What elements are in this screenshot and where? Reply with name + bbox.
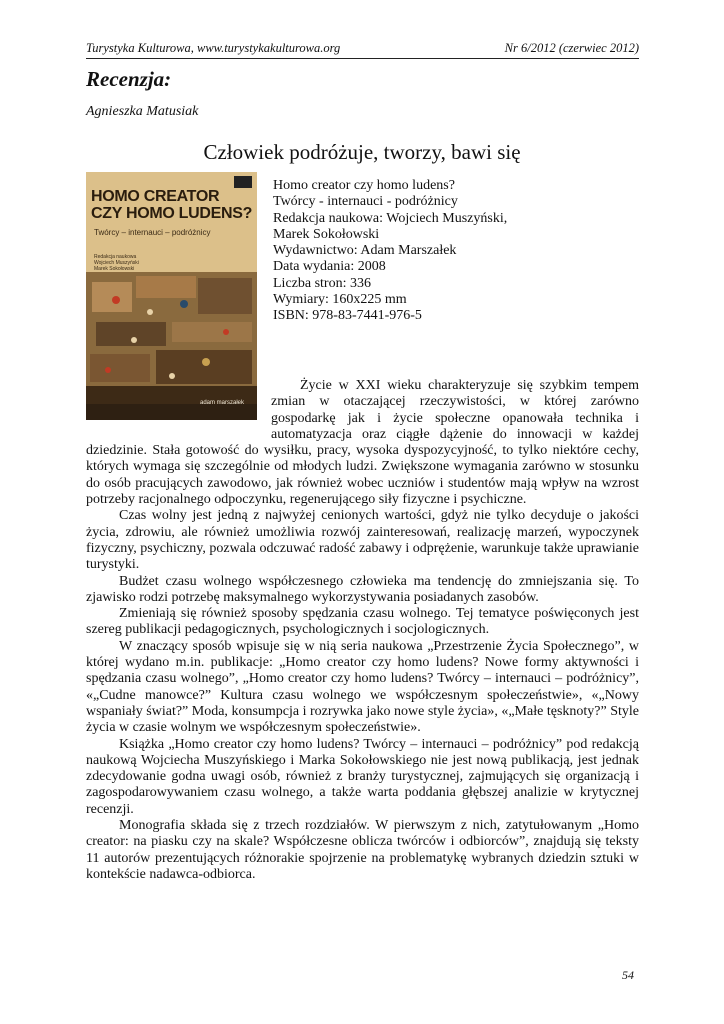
cover-editors: Redakcja naukowa Wojciech Muszyński Marek Sokołowski — [94, 254, 139, 272]
publisher-logo: adam marszałek — [200, 400, 245, 406]
body-paragraph: Książka „Homo creator czy homo ludens? Twórcy – internauci – podróżnicy” pod redakcją naukową Wojciecha Muszyńskiego i Marka Sokołowskiego nie jest nową publikacją, jest jednak zdecydowanie godna uwagi osób, również z branży turystycznej, zajmujących się organizacją i zagospodarowywaniem czasu wolnego, a także warta poddania głębszej analizie w krytycznej recenzji. — [86, 736, 639, 817]
book-detail-line: Data wydania: 2008 — [273, 259, 386, 275]
body-paragraph: Budżet czasu wolnego współczesnego człowieka ma tendencję do zmniejszania się. To zjawisko rodzi potrzebę maksymalnego wykorzystywania posiadanych zasobów. — [86, 573, 639, 605]
book-detail-line: Wymiary: 160x225 mm — [273, 292, 407, 308]
cover-title: HOMO CREATOR CZY HOMO LUDENS? — [91, 188, 253, 222]
page-number: 54 — [622, 968, 634, 982]
review-title: Człowiek podróżuje, tworzy, bawi się — [203, 140, 521, 164]
author-name: Agnieszka Matusiak — [86, 104, 199, 119]
body-paragraph: W znaczący sposób wpisuje się w nią seria naukowa „Przestrzenie Życia Społecznego”, w której wydano m.in. publikacje: „Homo creator czy homo ludens? Nowe formy aktywności i spędzania czasu wolnego”, „Homo creator czy homo ludens? Twórcy – internauci – podróżnicy”, «„Cudne manowce?” Kultura czasu wolnego we współczesnym społeczeństwie», «„Nowy wspaniały świat?” Moda, konsumpcja i rozrywka jako nowe style życia», «„Małe tęsknoty?” Style życia w czasie wolnym we współczesnym społeczeństwie». — [86, 638, 639, 736]
book-detail-line: Homo creator czy homo ludens? — [273, 178, 455, 193]
book-detail-line: Liczba stron: 336 — [273, 275, 371, 291]
book-detail-line: ISBN: 978-83-7441-976-5 — [273, 308, 422, 324]
book-detail-line: Wydawnictwo: Adam Marszałek — [273, 243, 457, 259]
review-body — [86, 378, 639, 883]
body-paragraph: Zmieniają się również sposoby spędzania czasu wolnego. Tej tematyce poświęconych jest szereg publikacji pedagogicznych, psychologicznych i socjologicznych. — [86, 606, 639, 638]
body-paragraph: Monografia składa się z trzech rozdziałów. W pierwszym z nich, zatytułowanym „Homo creator: na piasku czy na skale? Współczesne oblicza twórców i odbiorców”, znajdują się teksty 11 autorów prezentujących różnorakie spojrzenie na problematykę wybranych dziedzin sztuki w kontekście nadawca-odbiorca. — [86, 818, 639, 882]
cover-subtitle: Twórcy – internauci – podróżnicy — [94, 228, 211, 237]
book-detail-line: Redakcja naukowa: Wojciech Muszyński, — [273, 210, 508, 226]
book-detail-line: Marek Sokołowski — [273, 226, 380, 242]
book-details — [273, 178, 507, 325]
issue-number: Nr 6/2012 (czerwiec 2012) — [504, 41, 639, 55]
book-detail-line: Twórcy - internauci - podróżnicy — [273, 194, 458, 210]
body-paragraph: Życie w XXI wieku charakteryzuje się szybkim tempem zmian w otaczającej rzeczywistości, w której zarówno gospodarkę jak i życie społeczne opanowała technika i automatyzacja oraz ciągłe dążenie do innowacji w każdej dziedzinie. Stała gotowość do wysiłku, pracy, wysoka dyspozycyjność, to tylko niektóre cechy, których wymaga się szczególnie od młodych ludzi. Zwiększone wymagania zarówno w stosunku do osób pracujących zawodowo, jak również wobec uczniów i studentów mają wpływ na wzrost potrzeby racjonalnego odpoczynku, regenerującego siły fizyczne i psychiczne. — [86, 378, 639, 508]
journal-name: Turystyka Kulturowa, www.turystykakulturowa.org — [86, 41, 341, 55]
body-paragraph: Czas wolny jest jedną z najwyżej cenionych wartości, gdyż nie tylko decyduje o jakości życia, zdrowiu, ale również umożliwia rozwój zainteresowań, realizację marzeń, wypoczynek fizyczny, psychiczny, pozwala odczuwać radość zabawy i odprężenie, warunkuje także uprawianie turystyki. — [86, 508, 639, 573]
section-label: Recenzja: — [86, 67, 172, 91]
cover-wrap-spacer — [86, 378, 271, 427]
header-rule — [86, 58, 639, 59]
